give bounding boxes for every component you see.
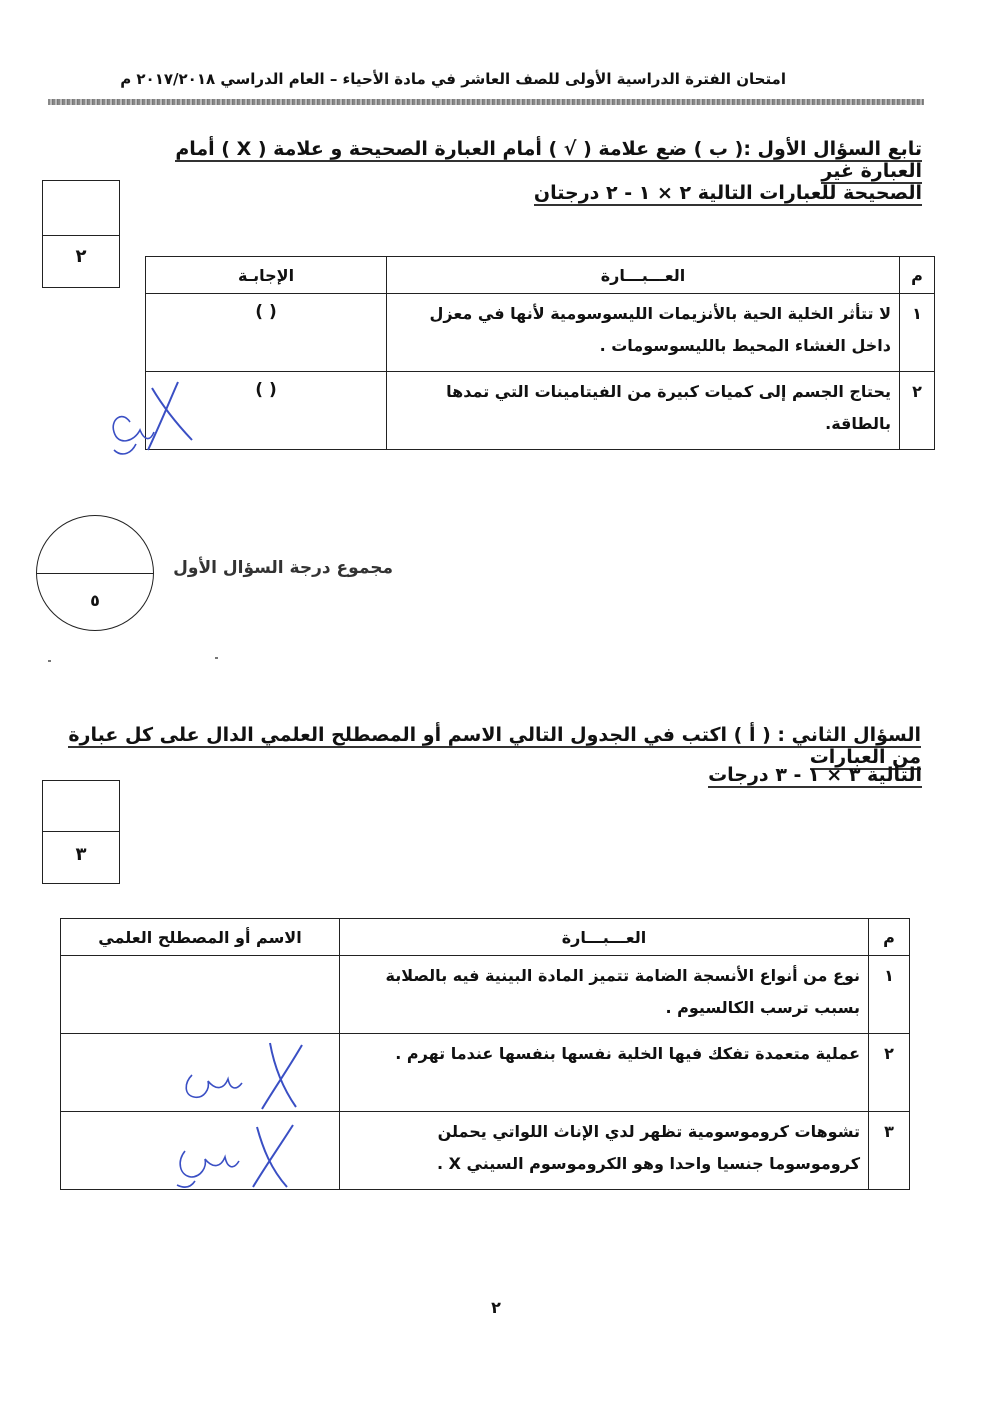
q2-heading-line1-text: السؤال الثاني : ( أ ) اكتب في الجدول التالي الاسم أو المصطلح العلمي الدال على كل عبارة من العبارات	[68, 724, 921, 768]
row-statement: نوع من أنواع الأنسجة الضامة تتميز المادة البينية فيه بالصلابة بسبب ترسب الكالسيوم .	[340, 956, 869, 1034]
q1-heading-line1-text: تابع السؤال الأول :( ب ) ضع علامة ( √ ) أمام العبارة الصحيحة و علامة ( X ) أمام العبارة غير	[175, 138, 922, 182]
handwritten-x-mark	[165, 1115, 315, 1195]
row-number: ١	[900, 294, 935, 372]
q2-score-value: ٣	[75, 844, 87, 865]
q1-table-header	[146, 257, 935, 294]
header-divider	[48, 99, 924, 105]
q2-score-box	[42, 780, 120, 884]
table-row	[61, 956, 910, 1034]
q1-score-box	[42, 180, 120, 288]
q1-heading-line1	[110, 138, 922, 182]
q2-col-answer: الاسم أو المصطلح العلمي	[61, 919, 340, 956]
scan-speck	[48, 660, 51, 662]
answer-parentheses: ( )	[255, 302, 277, 322]
handwritten-x-mark	[100, 370, 230, 465]
page-number: ٢	[491, 1298, 501, 1317]
answer-parentheses: ( )	[255, 380, 277, 400]
q1-col-answer: الإجابـة	[146, 257, 387, 294]
row-statement: يحتاج الجسم إلى كميات كبيرة من الفيتامينات التي تمدها بالطاقة.	[387, 372, 900, 450]
q1-total-label: مجموع درجة السؤال الأول	[173, 558, 393, 578]
q2-col-statement: العـــبـــارة	[340, 919, 869, 956]
circle-divider	[37, 573, 153, 574]
q2-col-num: م	[869, 919, 910, 956]
q2-table-header	[61, 919, 910, 956]
table-row	[146, 294, 935, 372]
answer-cell[interactable]	[146, 294, 387, 372]
handwritten-x-mark	[170, 1035, 320, 1115]
q1-total-circle	[36, 515, 154, 631]
q1-col-num: م	[900, 257, 935, 294]
table-row	[146, 372, 935, 450]
q2-score-entry	[43, 781, 119, 832]
q2-heading-line2	[640, 764, 922, 786]
scan-speck	[215, 657, 218, 659]
answer-cell[interactable]	[61, 956, 340, 1034]
exam-header-title: امتحان الفترة الدراسية الأولى للصف العاشر في مادة الأحياء – العام الدراسي ٢٠١٧/٢٠١٨ م	[120, 70, 786, 88]
q1-score-value: ٢	[75, 246, 87, 267]
row-number: ٣	[869, 1112, 910, 1190]
q1-col-statement: العـــبـــارة	[387, 257, 900, 294]
q1-heading-line2-text: الصحيحة للعبارات التالية ٢ × ١ - ٢ درجتان	[533, 182, 922, 204]
row-statement: لا تتأثر الخلية الحية بالأنزيمات الليسوسومية لأنها في معزل داخل الغشاء المحيط بالليسوسومات .	[387, 294, 900, 372]
row-number: ١	[869, 956, 910, 1034]
row-statement: عملية متعمدة تفكك فيها الخلية نفسها بنفسها عندما تهرم .	[340, 1034, 869, 1112]
q2-heading-line2-text: التالية ٣ × ١ - ٣ درجات	[708, 764, 922, 786]
q1-table	[145, 256, 935, 450]
q2-heading-line1	[55, 724, 921, 768]
row-statement: تشوهات كروموسومية تظهر لدي الإناث اللواتي يحملن كروموسوما جنسيا واحدا وهو الكروموسوم السيني X .	[340, 1112, 869, 1190]
row-number: ٢	[869, 1034, 910, 1112]
row-number: ٢	[900, 372, 935, 450]
q1-total-value: ٥	[90, 591, 100, 611]
q1-heading-line2	[480, 182, 922, 204]
q1-score-entry	[43, 181, 119, 236]
